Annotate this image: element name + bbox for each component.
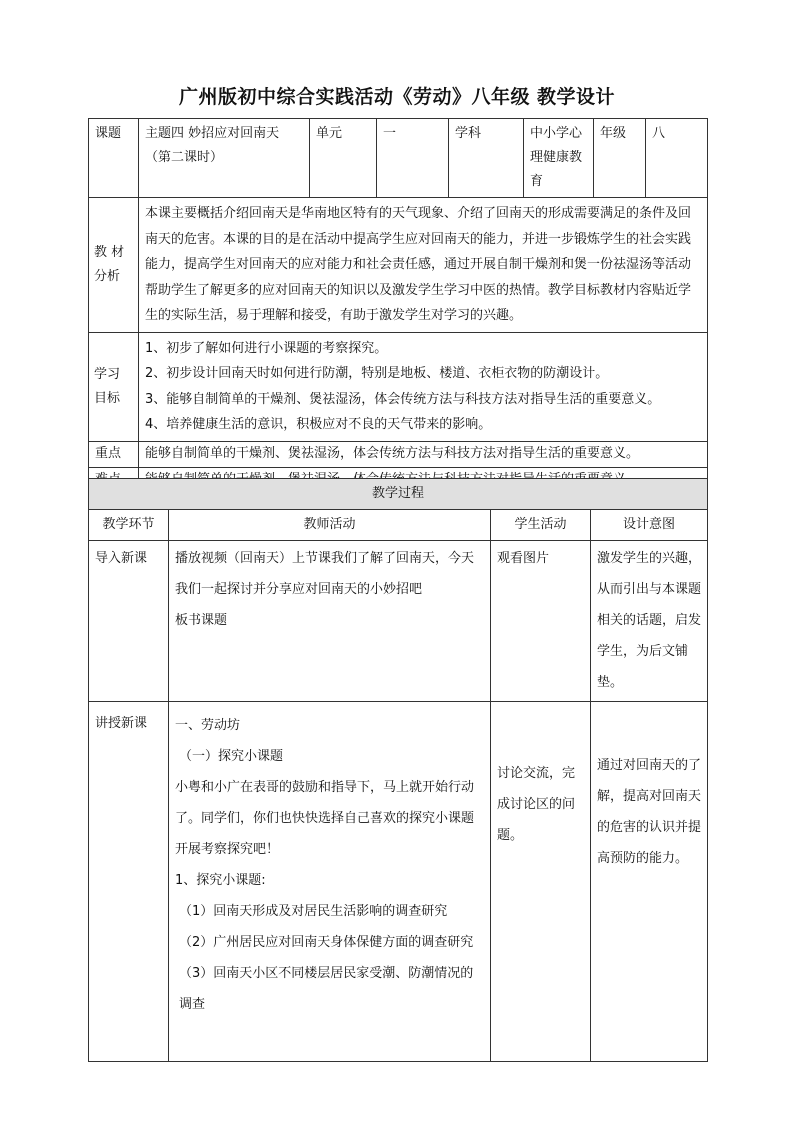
- objectives-row: [89, 332, 708, 441]
- teacher-line: 板书课题: [175, 613, 228, 628]
- info-row: [89, 119, 708, 198]
- teacher-line: 小粤和小广在表哥的鼓励和指导下，马上就开始行动了。同学们，你们也快快选择自己喜欢的探究小课题开展考察探究吧！: [175, 780, 475, 857]
- key-point-row: [89, 441, 708, 467]
- objective-item: 4、培养健康生活的意识，积极应对不良的天气带来的影响。: [145, 417, 492, 432]
- teacher-line: （2）广州居民应对回南天身体保健方面的调查研究: [179, 935, 474, 950]
- student-cell: [491, 541, 591, 702]
- subject-label: 学科: [449, 119, 524, 198]
- objective-item: 3、能够自制简单的干燥剂、煲祛湿汤，体会传统方法与科技方法对指导生活的重要意义。: [145, 391, 661, 407]
- student-cell: [491, 702, 591, 1062]
- process-title-row: [89, 479, 708, 510]
- topic-value: 主题四 妙招应对回南天（第二课时）: [139, 119, 310, 198]
- intent-line: 通过对回南天的了解，提高对回南天的危害的认识并提高预防的能力。: [597, 758, 702, 866]
- lesson-info-table: [88, 118, 708, 494]
- teacher-cell: [169, 541, 491, 702]
- teacher-line: （3）回南天小区不同楼层居民家受潮、防潮情况的调查: [179, 966, 474, 1012]
- process-row: [89, 541, 708, 702]
- page-title: 广州版初中综合实践活动《劳动》八年级 教学设计: [178, 86, 616, 108]
- unit-label: 单元: [310, 119, 377, 198]
- teacher-line: （一）探究小课题: [179, 749, 284, 764]
- unit-value: 一: [377, 119, 449, 198]
- analysis-row: [89, 198, 708, 333]
- teacher-cell: [169, 702, 491, 1062]
- analysis-label: [89, 198, 139, 333]
- intent-cell: [591, 541, 708, 702]
- student-line: 讨论交流，完成讨论区的问题。: [497, 766, 576, 843]
- objectives-label-line1: 学习: [94, 366, 121, 382]
- header-student: 学生活动: [491, 510, 591, 541]
- teacher-line: （1）回南天形成及对居民生活影响的调查研究: [179, 904, 448, 919]
- topic-label: 课题: [89, 119, 139, 198]
- key-point-text: 能够自制简单的干燥剂、煲祛湿汤，体会传统方法与科技方法对指导生活的重要意义。: [139, 441, 708, 467]
- process-header-row: [89, 510, 708, 541]
- grade-label: 年级: [594, 119, 646, 198]
- stage-cell: 导入新课: [89, 541, 169, 702]
- header-stage: 教学环节: [89, 510, 169, 541]
- process-row: [89, 702, 708, 1062]
- objective-item: 2、初步设计回南天时如何进行防潮，特别是地板、楼道、衣柜衣物的防潮设计。: [145, 366, 609, 381]
- header-teacher: 教师活动: [169, 510, 491, 541]
- teacher-line: 1、探究小课题:: [175, 873, 266, 888]
- objective-item: 1、初步了解如何进行小课题的考察探究。: [145, 340, 388, 356]
- analysis-text: 本课主要概括介绍回南天是华南地区特有的天气现象、介绍了回南天的形成需要满足的条件及回南天的危害。本课的目的是在活动中提高学生应对回南天的能力，并进一步锻炼学生的社会实践能力，提高学生对回南天的应对能力和社会责任感，通过开展自制干燥剂和煲一份祛湿汤等活动帮助学生了解更多的应对回南天的知识以及激发学生学习中医的热情。教学目标教材内容贴近学生的实际生活，易于理解和接受，有助于激发学生对学习的兴趣。: [139, 198, 708, 333]
- intent-line: 激发学生的兴趣，从而引出与本课题相关的话题，启发学生，为后文铺垫。: [597, 551, 702, 690]
- student-line: 观看图片: [497, 551, 550, 566]
- analysis-label-line1: 教 材: [94, 244, 125, 260]
- header-intent: 设计意图: [591, 510, 708, 541]
- teacher-line: 一、劳动坊: [175, 718, 241, 733]
- stage-cell: 讲授新课: [89, 702, 169, 1062]
- intent-cell: [591, 702, 708, 1062]
- process-title: 教学过程: [89, 479, 708, 510]
- objectives-label-line2: 目标: [94, 390, 121, 406]
- teaching-process-table: [88, 478, 708, 1062]
- objectives-list: [139, 332, 708, 441]
- teacher-line: 播放视频（回南天）上节课我们了解了回南天，今天我们一起探讨并分享应对回南天的小妙招吧: [175, 551, 475, 597]
- key-point-label: 重点: [89, 441, 139, 467]
- objectives-label: [89, 332, 139, 441]
- analysis-label-line2: 分析: [94, 268, 121, 284]
- grade-value: 八: [646, 119, 708, 198]
- subject-value: 中小学心理健康教育: [524, 119, 594, 198]
